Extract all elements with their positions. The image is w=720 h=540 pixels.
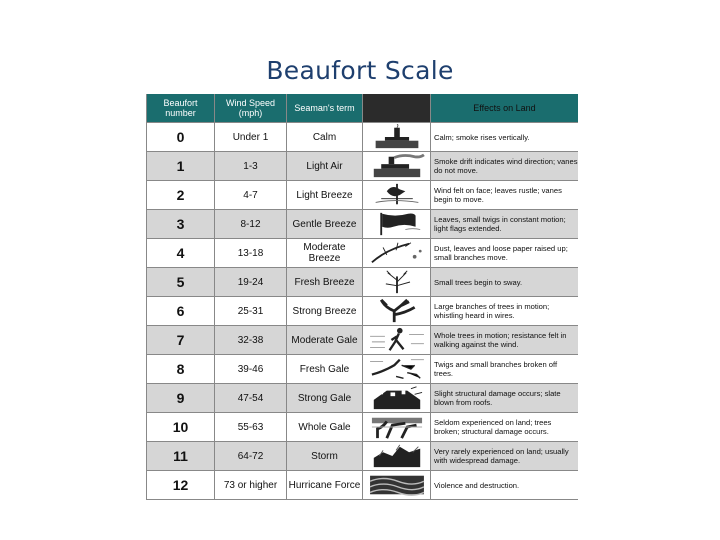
beaufort-number: 9 bbox=[147, 384, 215, 412]
effect-on-land: Smoke drift indicates wind direction; vanes do not move. bbox=[431, 152, 578, 180]
effect-on-land: Leaves, small twigs in constant motion; light flags extended. bbox=[431, 210, 578, 238]
table-row bbox=[147, 412, 578, 441]
flag-icon bbox=[363, 210, 431, 238]
table-row bbox=[147, 180, 578, 209]
beaufort-number: 7 bbox=[147, 326, 215, 354]
seamans-term: Strong Gale bbox=[287, 384, 363, 412]
large-tree-icon bbox=[363, 297, 431, 325]
effect-on-land: Large branches of trees in motion; whistling heard in wires. bbox=[434, 302, 550, 320]
wind-speed: 64-72 bbox=[215, 442, 287, 470]
beaufort-number: 6 bbox=[147, 297, 215, 325]
wind-speed: 8-12 bbox=[215, 210, 287, 238]
seamans-term: Light Breeze bbox=[287, 181, 363, 209]
effect-on-land: Small trees begin to sway. bbox=[431, 268, 578, 296]
weather-vane-icon bbox=[363, 181, 431, 209]
beaufort-number: 11 bbox=[147, 442, 215, 470]
beaufort-number: 0 bbox=[147, 123, 215, 151]
seamans-term: Fresh Breeze bbox=[287, 268, 363, 296]
wind-speed: 73 or higher bbox=[215, 471, 287, 499]
table-row bbox=[147, 151, 578, 180]
table-row bbox=[147, 470, 578, 499]
effect-on-land: Wind felt on face; leaves rustle; vanes begin to move. bbox=[434, 186, 562, 204]
seamans-term: Fresh Gale bbox=[287, 355, 363, 383]
beaufort-number: 4 bbox=[147, 239, 215, 267]
wind-speed: 39-46 bbox=[215, 355, 287, 383]
table-row bbox=[147, 267, 578, 296]
effect-on-land: Twigs and small branches broken off trees. bbox=[434, 360, 558, 378]
wind-speed: 47-54 bbox=[215, 384, 287, 412]
effect-on-land: Dust, leaves and loose paper raised up; small branches move. bbox=[434, 244, 568, 262]
effect-on-land: Slight structural damage occurs; slate blown from roofs. bbox=[431, 384, 578, 412]
header-beaufort-number: Beaufort number bbox=[147, 94, 215, 122]
wind-speed: 55-63 bbox=[215, 413, 287, 441]
seamans-term: Storm bbox=[287, 442, 363, 470]
beaufort-number: 12 bbox=[147, 471, 215, 499]
wind-speed: 4-7 bbox=[215, 181, 287, 209]
header-image-column bbox=[363, 94, 431, 122]
smoke-rising-icon bbox=[363, 123, 431, 151]
seamans-term: Whole Gale bbox=[287, 413, 363, 441]
page-title: Beaufort Scale bbox=[266, 56, 454, 85]
wind-speed: Under 1 bbox=[215, 123, 287, 151]
beaufort-number: 2 bbox=[147, 181, 215, 209]
wind-speed: 19-24 bbox=[215, 268, 287, 296]
seamans-term: Light Air bbox=[287, 152, 363, 180]
header-effects-on-land: Effects on Land bbox=[473, 102, 536, 113]
effect-on-land: Very rarely experienced on land; usually with widespread damage. bbox=[431, 442, 578, 470]
beaufort-number: 5 bbox=[147, 268, 215, 296]
seamans-term: Strong Breeze bbox=[287, 297, 363, 325]
wind-speed: 13-18 bbox=[215, 239, 287, 267]
table-row bbox=[147, 325, 578, 354]
wind-speed: 25-31 bbox=[215, 297, 287, 325]
seamans-term: Gentle Breeze bbox=[287, 210, 363, 238]
effect-on-land: Seldom experienced on land; trees broken; structural damage occurs. bbox=[434, 418, 552, 436]
effect-on-land: Calm; smoke rises vertically. bbox=[434, 132, 530, 142]
smoke-drift-icon bbox=[363, 152, 431, 180]
wind-speed: 32-38 bbox=[215, 326, 287, 354]
storm-damage-icon bbox=[363, 442, 431, 470]
roof-damage-icon bbox=[363, 384, 431, 412]
table-row bbox=[147, 238, 578, 267]
small-tree-icon bbox=[363, 268, 431, 296]
seamans-term: Moderate Breeze bbox=[287, 239, 363, 267]
effect-on-land: Whole trees in motion; resistance felt in walking against the wind. bbox=[431, 326, 578, 354]
beaufort-table bbox=[146, 94, 578, 500]
broken-twigs-icon bbox=[363, 355, 431, 383]
seamans-term: Moderate Gale bbox=[287, 326, 363, 354]
seamans-term: Calm bbox=[287, 123, 363, 151]
walker-wind-icon bbox=[363, 326, 431, 354]
beaufort-number: 3 bbox=[147, 210, 215, 238]
effect-on-land: Violence and destruction. bbox=[434, 480, 520, 490]
header-wind-speed: Wind Speed (mph) bbox=[215, 94, 287, 122]
header-seamans-term: Seaman's term bbox=[287, 94, 363, 122]
beaufort-number: 10 bbox=[147, 413, 215, 441]
table-row bbox=[147, 122, 578, 151]
beaufort-number: 1 bbox=[147, 152, 215, 180]
branch-dust-icon bbox=[363, 239, 431, 267]
tree-broken-icon bbox=[363, 413, 431, 441]
beaufort-number: 8 bbox=[147, 355, 215, 383]
table-header bbox=[147, 94, 578, 122]
wind-speed: 1-3 bbox=[215, 152, 287, 180]
seamans-term: Hurricane Force bbox=[287, 471, 363, 499]
table-row bbox=[147, 296, 578, 325]
table-row bbox=[147, 209, 578, 238]
table-row bbox=[147, 383, 578, 412]
table-row bbox=[147, 354, 578, 383]
hurricane-icon bbox=[363, 471, 431, 499]
table-row bbox=[147, 441, 578, 470]
